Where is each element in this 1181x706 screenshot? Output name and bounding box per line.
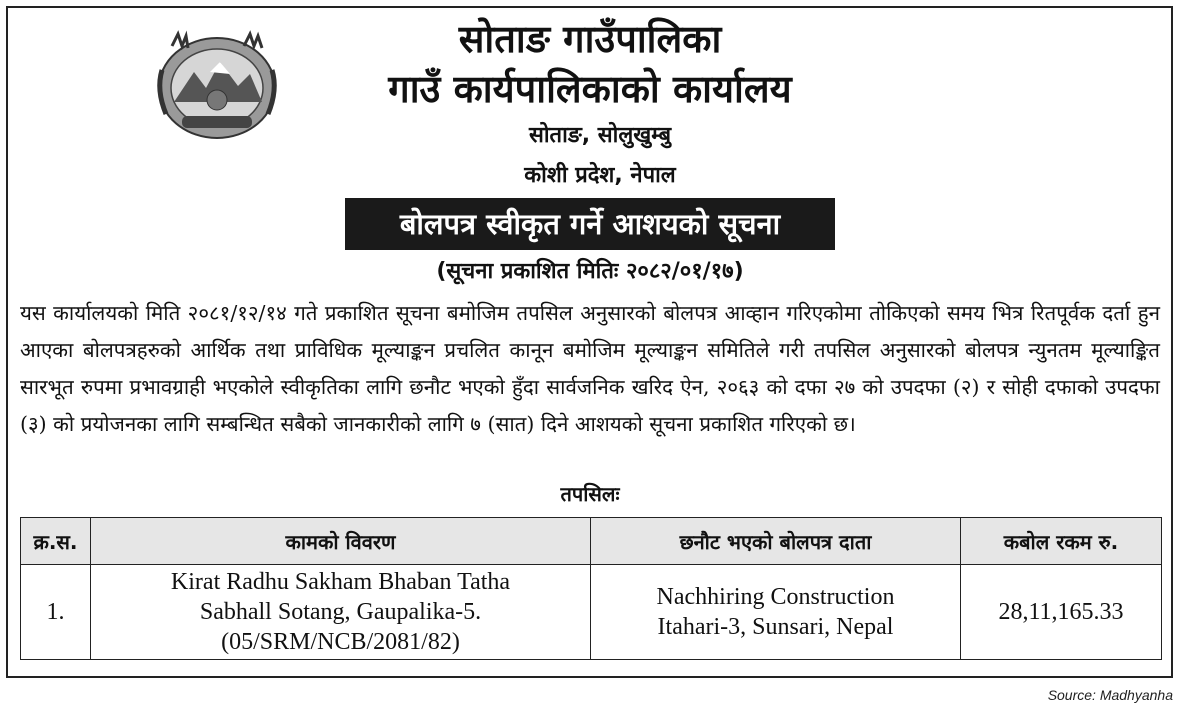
- details-heading: तपसिलः: [560, 482, 620, 506]
- cell-work-description: [91, 565, 591, 660]
- cell-bid-amount: 28,11,165.33: [961, 565, 1162, 660]
- location-line-1: सोताङ, सोलुखुम्बु: [528, 123, 672, 148]
- nepal-government-emblem-icon: [152, 30, 282, 142]
- header-bid-amount: कबोल रकम रु.: [961, 518, 1162, 565]
- bidder-line-1: Nachhiring Construction: [656, 584, 895, 610]
- table-header-row: [21, 518, 1162, 565]
- cell-serial: 1.: [21, 565, 91, 660]
- office-name: सोताङ गाउँपालिका: [458, 17, 722, 61]
- notice-body: यस कार्यालयको मिति २०८१/१२/१४ गते प्रकाशित सूचना बमोजिम तपसिल अनुसारको बोलपत्र आव्हान गरिएकोमा तोकिएको समय भित्र रितपूर्वक दर्ता हुन आएका बोलपत्रहरुको आर्थिक तथा प्राविधिक मूल्याङ्कन प्रचलित कानून बमोजिम मूल्याङ्कन समितिले गरी तपसिल अनुसारको बोलपत्र न्युनतम मूल्याङ्कित सारभूत रुपमा प्रभावग्राही भएकोले स्वीकृतिका लागि छनौट भएको हुँदा सार्वजनिक खरिद ऐन, २०६३ को दफा २७ को उपदफा (२) र सोही दफाको उपदफा (३) को प्रयोजनका लागि सम्बन्धित सबैको जानकारीको लागि ७ (सात) दिने आशयको सूचना प्रकाशित गरिएको छ।: [20, 301, 1160, 436]
- work-line-3: (05/SRM/NCB/2081/82): [221, 629, 460, 655]
- cell-selected-bidder: [591, 565, 961, 660]
- source-credit: Source: Madhyanha: [1047, 687, 1173, 703]
- bidder-line-2: Itahari-3, Sunsari, Nepal: [657, 614, 894, 640]
- location-line-2: कोशी प्रदेश, नेपाल: [524, 163, 676, 188]
- notice-title: बोलपत्र स्वीकृत गर्ने आशयको सूचना: [345, 198, 835, 250]
- office-subtitle: गाउँ कार्यपालिकाको कार्यालय: [388, 67, 792, 111]
- header-selected-bidder: छनौट भएको बोलपत्र दाता: [591, 518, 961, 565]
- work-line-2: Sabhall Sotang, Gaupalika-5.: [199, 599, 482, 625]
- published-date: (सूचना प्रकाशित मितिः २०८२/०१/१७): [436, 259, 744, 284]
- table-row: [21, 565, 1162, 660]
- work-line-1: Kirat Radhu Sakham Bhaban Tatha: [170, 569, 511, 595]
- header-serial: क्र.स.: [21, 518, 91, 565]
- tender-table: [20, 517, 1162, 660]
- header-work-description: कामको विवरण: [91, 518, 591, 565]
